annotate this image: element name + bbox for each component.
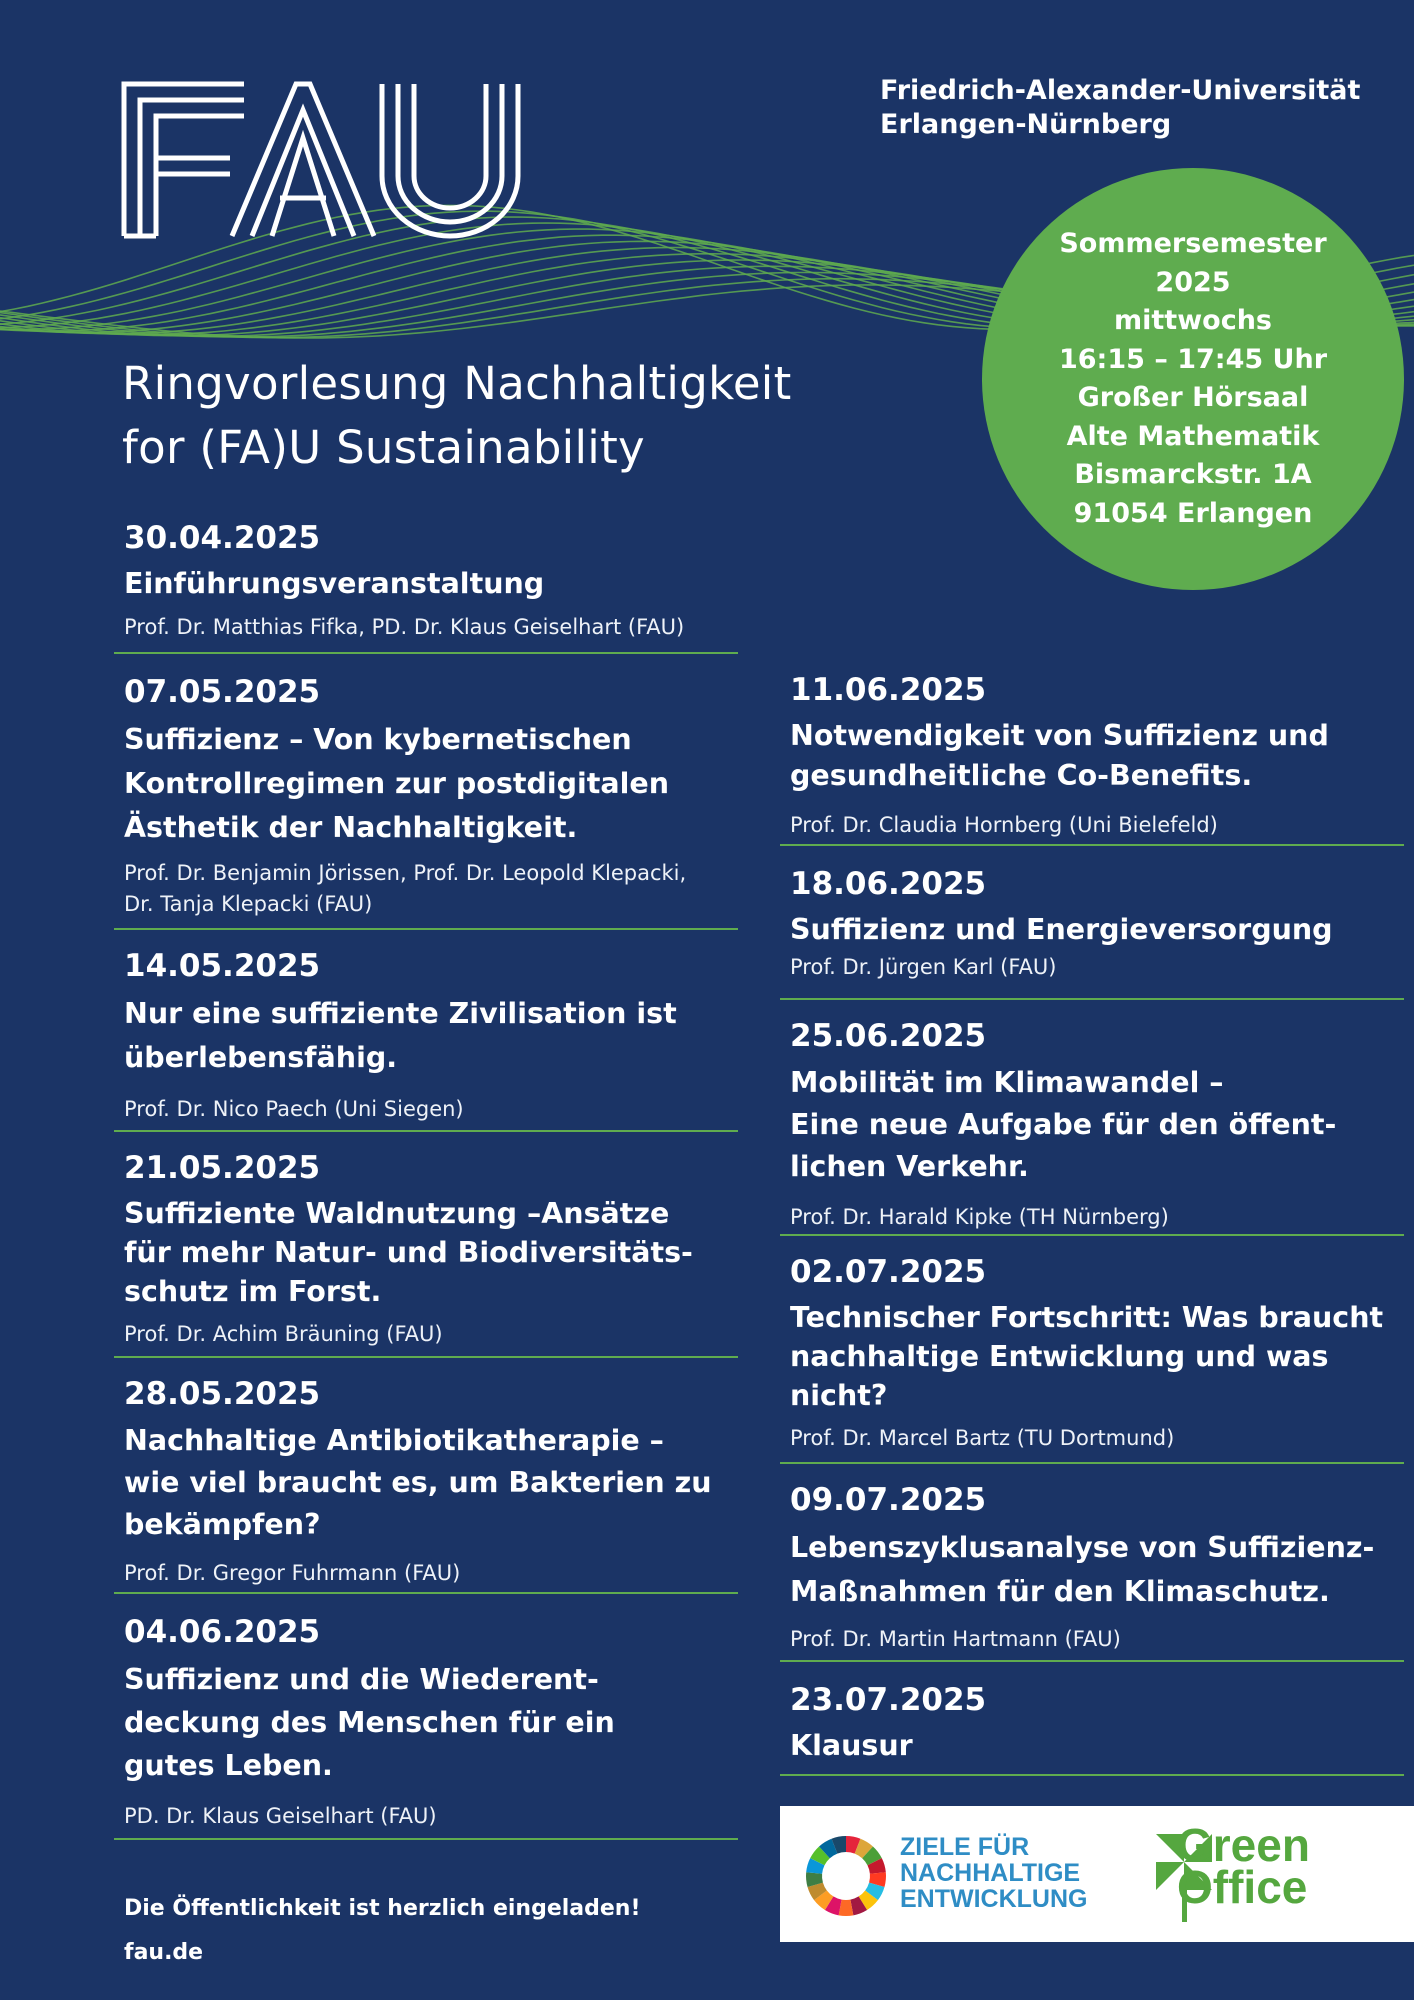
lecture-topic: Suffizienz – Von kybernetischen Kontrollregimen zur postdigitalen Ästhetik der Nachhaltigkeit. bbox=[124, 723, 670, 844]
lecture-entry bbox=[114, 1612, 738, 1840]
semester-info-circle bbox=[982, 168, 1404, 590]
public-invitation: Die Öffentlichkeit ist herzlich eingeladen! bbox=[124, 1896, 641, 1921]
lecture-entry bbox=[114, 672, 738, 930]
title-line1: Ringvorlesung Nachhaltigkeit bbox=[122, 357, 792, 410]
sdg-wheel-icon bbox=[804, 1834, 888, 1918]
green-office-line1: Green bbox=[1177, 1819, 1310, 1871]
lecture-topic: Suffizienz und Energieversorgung bbox=[790, 913, 1333, 946]
lecture-topic: Notwendigkeit von Suffizienz und gesundheitliche Co-Benefits. bbox=[790, 719, 1329, 792]
lecture-series-title bbox=[122, 352, 792, 480]
green-office-line2: Office bbox=[1177, 1861, 1308, 1913]
sdg-line1: ZIELE FÜR bbox=[900, 1833, 1030, 1861]
lecture-topic: Lebenszyklusanalyse von Suffizienz- Maßnahmen für den Klimaschutz. bbox=[790, 1531, 1375, 1608]
lecture-entry bbox=[780, 1480, 1404, 1662]
fau-logo bbox=[120, 80, 540, 240]
lecture-date: 14.05.2025 bbox=[124, 948, 321, 984]
lecture-speaker: Prof. Dr. Matthias Fifka, PD. Dr. Klaus Geiselhart (FAU) bbox=[124, 615, 685, 639]
lecture-entry bbox=[780, 670, 1404, 846]
lecture-date: 18.06.2025 bbox=[790, 866, 987, 902]
partner-logos-panel bbox=[780, 1806, 1414, 1942]
lecture-date: 30.04.2025 bbox=[124, 520, 321, 556]
lecture-date: 11.06.2025 bbox=[790, 672, 987, 708]
lecture-topic: Klausur bbox=[790, 1729, 913, 1762]
university-name-line1: Friedrich-Alexander-Universität bbox=[880, 75, 1361, 106]
info-line: 16:15 – 17:45 Uhr bbox=[1058, 343, 1328, 375]
lecture-speaker: Prof. Dr. Harald Kipke (TH Nürnberg) bbox=[790, 1205, 1169, 1229]
lecture-speaker: Prof. Dr. Gregor Fuhrmann (FAU) bbox=[124, 1561, 461, 1585]
lecture-entry bbox=[114, 1374, 738, 1594]
lecture-date: 04.06.2025 bbox=[124, 1614, 321, 1650]
lecture-topic: Suffiziente Waldnutzung –Ansätze für mehr Natur- und Biodiversitäts- schutz im Forst. bbox=[124, 1197, 693, 1308]
info-line: Bismarckstr. 1A bbox=[1074, 459, 1312, 490]
lecture-speaker: Prof. Dr. Nico Paech (Uni Siegen) bbox=[124, 1097, 464, 1121]
sdg-line3: ENTWICKLUNG bbox=[900, 1885, 1088, 1913]
lecture-date: 09.07.2025 bbox=[790, 1482, 987, 1518]
lecture-date: 07.05.2025 bbox=[124, 674, 321, 710]
lecture-topic: Nachhaltige Antibiotikatherapie – wie viel braucht es, um Bakterien zu bekämpfen? bbox=[124, 1424, 712, 1541]
lecture-speaker: Prof. Dr. Jürgen Karl (FAU) bbox=[790, 955, 1057, 979]
website-link[interactable]: fau.de bbox=[124, 1940, 204, 1965]
lecture-topic: Suffizienz und die Wiederent- deckung des Menschen für ein gutes Leben. bbox=[124, 1663, 615, 1782]
lecture-date: 28.05.2025 bbox=[124, 1376, 321, 1412]
info-line: mittwochs bbox=[1114, 305, 1272, 336]
info-line: Großer Hörsaal bbox=[1077, 382, 1309, 413]
lecture-entry bbox=[780, 1016, 1404, 1236]
lecture-speaker: Prof. Dr. Claudia Hornberg (Uni Bielefeld) bbox=[790, 813, 1218, 837]
lecture-entry bbox=[780, 1680, 1404, 1776]
green-office-logo-text bbox=[1177, 1819, 1310, 1913]
university-name bbox=[880, 74, 1360, 142]
lecture-date: 23.07.2025 bbox=[790, 1682, 987, 1718]
info-line: 91054 Erlangen bbox=[1073, 497, 1313, 529]
university-name-line2: Erlangen-Nürnberg bbox=[880, 109, 1172, 140]
lecture-date: 02.07.2025 bbox=[790, 1254, 987, 1290]
lecture-topic: Einführungsveranstaltung bbox=[124, 567, 545, 600]
lecture-topic: Technischer Fortschritt: Was braucht nachhaltige Entwicklung und was nicht? bbox=[790, 1301, 1384, 1412]
lecture-entry bbox=[780, 864, 1404, 1000]
lecture-speaker: Prof. Dr. Martin Hartmann (FAU) bbox=[790, 1627, 1121, 1651]
info-line: 2025 bbox=[1155, 266, 1231, 298]
info-line: Sommersemester bbox=[1059, 228, 1327, 259]
lecture-speaker: Prof. Dr. Marcel Bartz (TU Dortmund) bbox=[790, 1426, 1175, 1450]
lecture-topic: Nur eine suffiziente Zivilisation ist überlebensfähig. bbox=[124, 997, 677, 1074]
sdg-logo-text bbox=[900, 1834, 1087, 1912]
lecture-speaker: Prof. Dr. Achim Bräuning (FAU) bbox=[124, 1322, 443, 1346]
lecture-entry bbox=[114, 946, 738, 1132]
lecture-date: 25.06.2025 bbox=[790, 1018, 987, 1054]
lecture-speaker: PD. Dr. Klaus Geiselhart (FAU) bbox=[124, 1804, 437, 1828]
lecture-date: 21.05.2025 bbox=[124, 1150, 321, 1186]
lecture-entry bbox=[114, 1148, 738, 1358]
title-line2: for (FA)U Sustainability bbox=[122, 421, 645, 474]
sdg-line2: NACHHALTIGE bbox=[900, 1859, 1081, 1887]
lecture-entry bbox=[780, 1252, 1404, 1464]
info-line: Alte Mathematik bbox=[1066, 420, 1320, 452]
lecture-entry bbox=[114, 518, 738, 654]
lecture-speaker: Prof. Dr. Benjamin Jörissen, Prof. Dr. Leopold Klepacki, Dr. Tanja Klepacki (FAU) bbox=[124, 861, 687, 916]
lecture-topic: Mobilität im Klimawandel – Eine neue Aufgabe für den öffent- lichen Verkehr. bbox=[790, 1066, 1337, 1183]
